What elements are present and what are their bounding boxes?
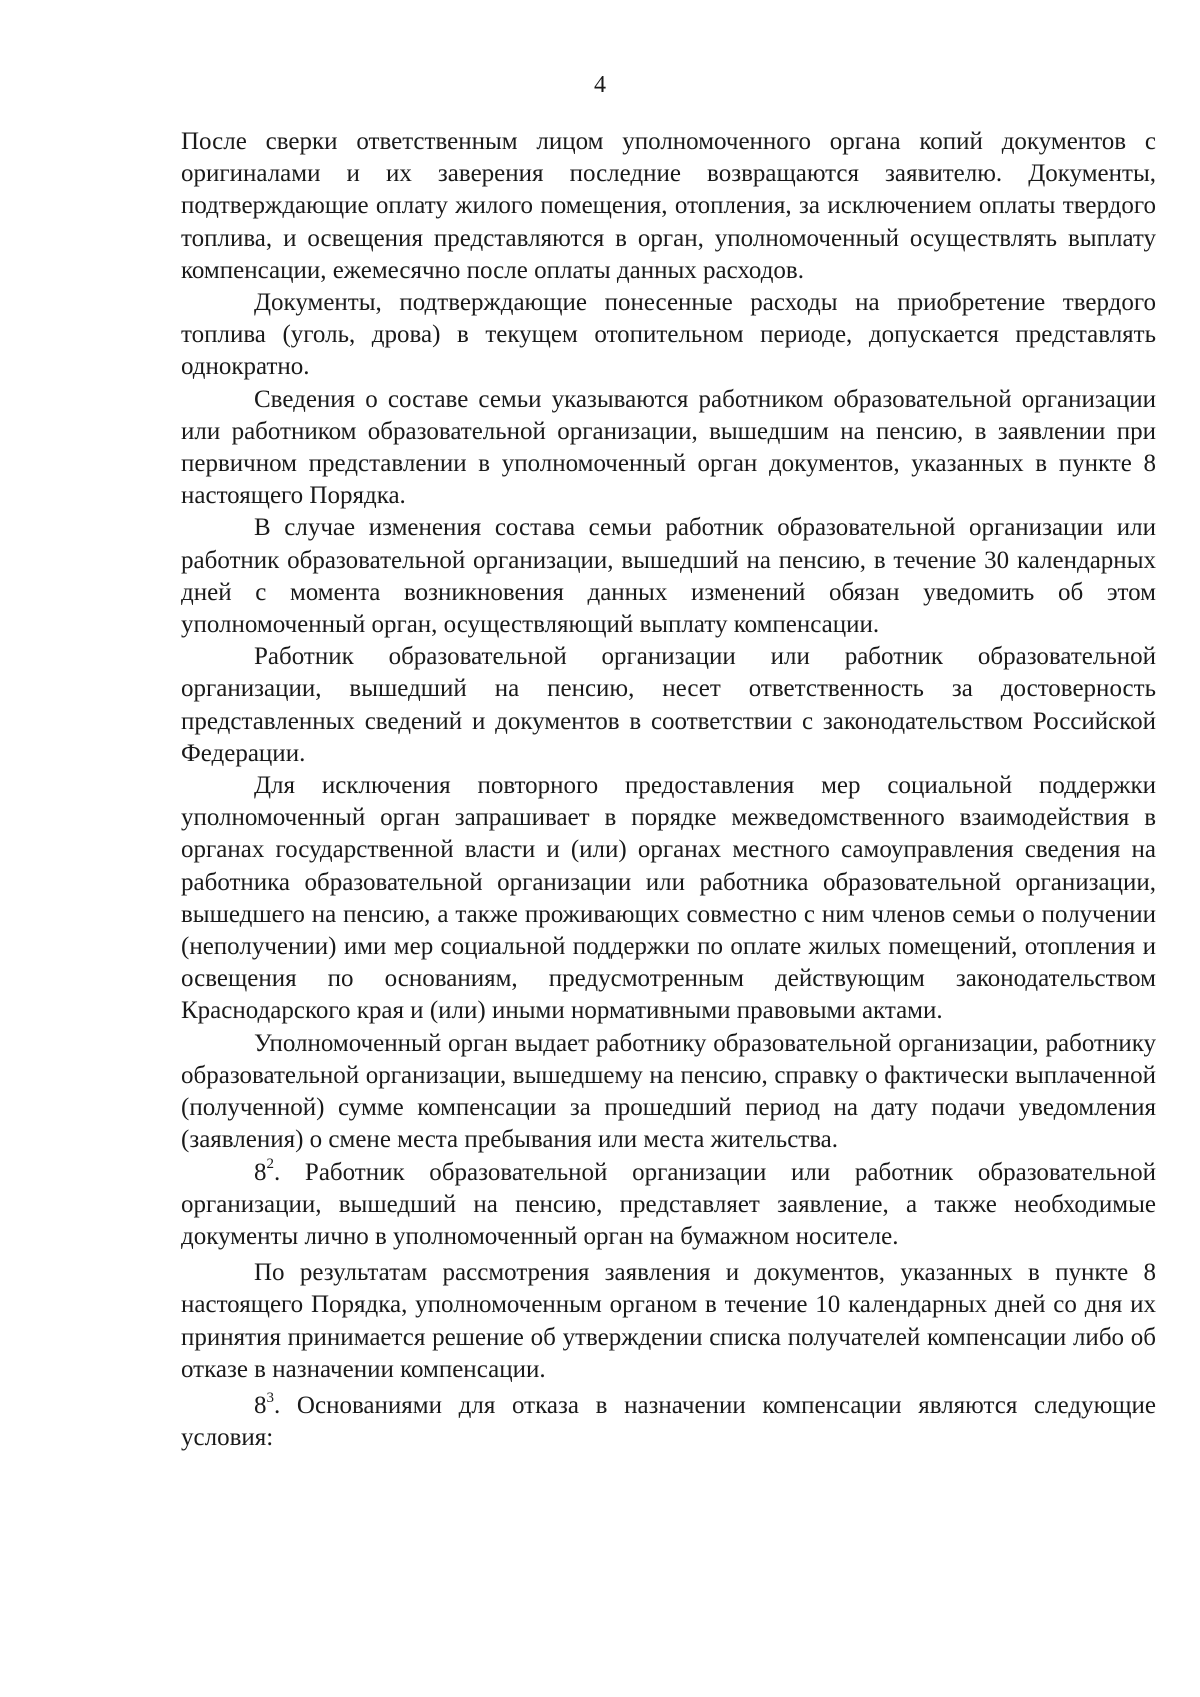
clause-8-3-text: . Основаниями для отказа в назначении компенсации являются следующие условия: bbox=[181, 1391, 1156, 1452]
clause-8-2-number: 8 bbox=[254, 1158, 267, 1186]
clause-8-2-superscript: 2 bbox=[266, 1156, 274, 1173]
paragraph-family-composition: Сведения о составе семьи указываются работником образовательной организации или работником образовательной организации, вышедшим на пенсию, в заявлении при первичном представлении в уполномоченный орган документов, указанных в пункте 8 настоящего Порядка. bbox=[181, 385, 1156, 510]
clause-8-2 bbox=[181, 1157, 1156, 1254]
paragraph-interagency-request: Для исключения повторного предоставления мер социальной поддержки уполномоченный орган запрашивает в порядке межведомственного взаимодействия в органах государственной власти и (или) органах местного самоуправления сведения на работника образовательной организации или работника образовательной организации, вышедшего на пенсию, а также проживающих совместно с ним членов семьи о получении (неполучении) ими мер социальной поддержки по оплате жилых помещений, отопления и освещения по основаниям, предусмотренным действующим законодательством Краснодарского края и (или) иными нормативными правовыми актами. bbox=[181, 772, 1156, 1025]
page-number: 4 bbox=[594, 72, 606, 98]
clause-8-2-text: . Работник образовательной организации или работник образовательной организации, вышедший на пенсию, представляет заявление, а также необходимые документы лично в уполномоченный орган на бумажном носителе. bbox=[181, 1158, 1156, 1250]
paragraph-family-change: В случае изменения состава семьи работник образовательной организации или работник образовательной организации, вышедший на пенсию, в течение 30 календарных дней с момента возникновения данных изменений обязан уведомить об этом уполномоченный орган, осуществляющий выплату компенсации. bbox=[181, 514, 1156, 639]
clause-8-3-number: 8 bbox=[254, 1391, 267, 1419]
paragraph-responsibility: Работник образовательной организации или работник образовательной организации, вышедший на пенсию, несет ответственность за достоверность представленных сведений и документов в соответствии с законодательством Российской Федерации. bbox=[181, 643, 1156, 767]
clause-8-3-superscript: 3 bbox=[266, 1389, 274, 1406]
clause-8-3 bbox=[181, 1390, 1156, 1454]
paragraph-originals-return: После сверки ответственным лицом уполномоченного органа копий документов с оригиналами и их заверения последние возвращаются заявителю. Документы, подтверждающие оплату жилого помещения, отопления, за исключением оплаты твердого топлива, и освещения представляются в орган, уполномоченный осуществлять выплату компенсации, ежемесячно после оплаты данных расходов. bbox=[181, 128, 1156, 284]
document-body bbox=[181, 126, 1156, 1454]
paragraph-solid-fuel: Документы, подтверждающие понесенные расходы на приобретение твердого топлива (уголь, дрова) в текущем отопительном периоде, допускается представлять однократно. bbox=[181, 289, 1156, 381]
paragraph-review-decision: По результатам рассмотрения заявления и документов, указанных в пункте 8 настоящего Порядка, уполномоченным органом в течение 10 календарных дней со дня их принятия принимается решение об утверждении списка получателей компенсации либо об отказе в назначении компенсации. bbox=[181, 1259, 1156, 1383]
paragraph-certificate: Уполномоченный орган выдает работнику образовательной организации, работнику образовательной организации, вышедшему на пенсию, справку о фактически выплаченной (полученной) сумме компенсации за прошедший период на дату подачи уведомления (заявления) о смене места пребывания или места жительства. bbox=[181, 1029, 1156, 1154]
